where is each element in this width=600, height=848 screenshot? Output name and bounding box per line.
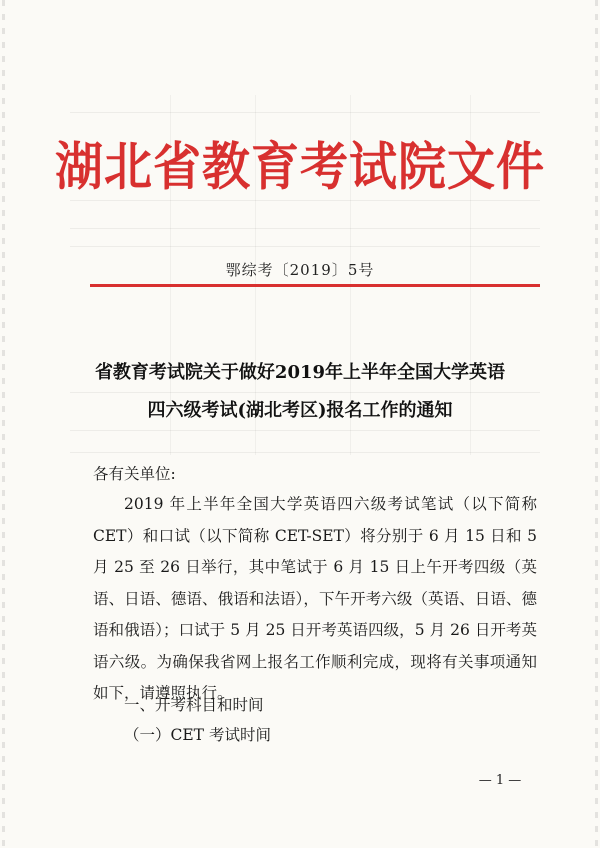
section-heading: 一、开考科目和时间 [124,696,264,714]
red-divider-line [90,284,540,287]
document-number: 鄂综考〔2019〕5号 [225,261,375,279]
notice-title-line-1: 省教育考试院关于做好2019年上半年全国大学英语 [94,362,506,383]
addressee: 各有关单位: [93,465,176,483]
page-number: — 1 — [478,773,522,788]
document-header-title: 湖北省教育考试院文件 [54,137,545,198]
sub-heading: （一）CET 考试时间 [124,726,271,744]
notice-title-line-2: 四六级考试(湖北考区)报名工作的通知 [147,400,453,421]
body-paragraph: 2019 年上半年全国大学英语四六级考试笔试（以下简称 CET）和口试（以下简称 CET-SET）将分别于 6 月 15 日和 5 月 25 至 26 日举行，其中笔试于 6 月 15 日上午开考四级（英语、日语、德语、俄语和法语），下午开考六级（英语、日语、德语和俄语）；口试于 5 月 25 日开考英语四级，5 月 26 日开考英语六级。为确保我省网上报名工作顺利完成，现将有关事项通知如下，请遵照执行。 [93,495,537,702]
